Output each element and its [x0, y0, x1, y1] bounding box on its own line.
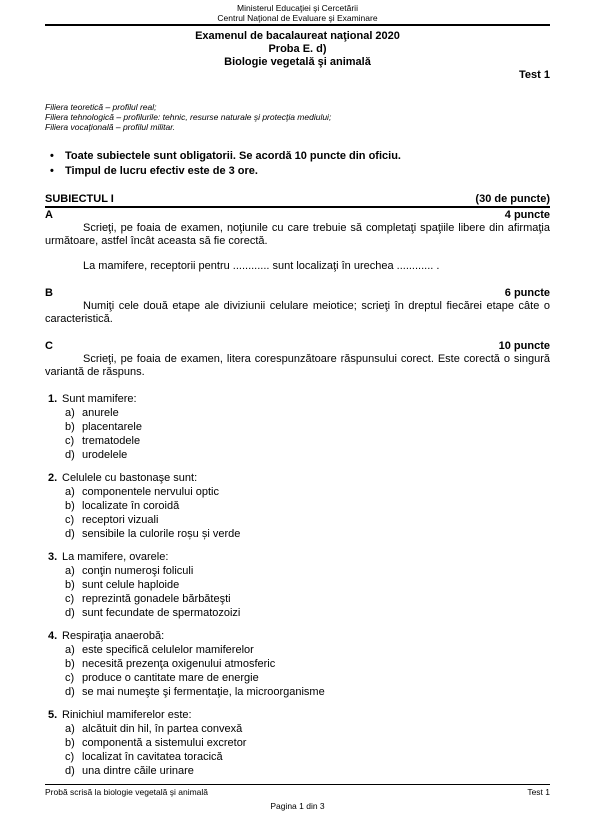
answer-option — [48, 764, 550, 778]
footer-test-label: Test 1 — [527, 787, 550, 797]
question-head — [48, 629, 550, 643]
option-letter: d) — [65, 528, 75, 540]
footer-row — [45, 786, 550, 798]
filiera-line-1: Filiera teoretică – profilul real; — [45, 102, 157, 112]
answer-option — [48, 564, 550, 578]
exam-proba: Proba E. d) — [268, 43, 327, 55]
answer-option — [48, 722, 550, 736]
option-text: sunt celule haploide — [82, 579, 180, 591]
option-letter: d) — [65, 607, 75, 619]
ministry-header — [45, 3, 550, 23]
question-number: 4. — [48, 630, 58, 642]
answer-option — [48, 448, 550, 462]
answer-option — [48, 671, 550, 685]
question-number: 1. — [48, 393, 58, 405]
question-text: Rinichiul mamiferelor este: — [62, 709, 192, 721]
answer-option — [48, 499, 550, 513]
option-text: localizat în cavitatea toracică — [82, 751, 223, 763]
option-text: sensibile la culorile roșu și verde — [82, 528, 241, 540]
bullet-icon: • — [50, 165, 54, 177]
question-1 — [45, 392, 550, 462]
option-letter: b) — [65, 658, 75, 670]
option-letter: a) — [65, 565, 75, 577]
question-text: Celulele cu bastonaşe sunt: — [62, 472, 198, 484]
instruction-item — [45, 164, 550, 179]
footer-exam-name: Probă scrisă la biologie vegetală şi animală — [45, 787, 209, 797]
option-text: placentarele — [82, 421, 142, 433]
option-text: produce o cantitate mare de energie — [82, 672, 259, 684]
filiera-block — [45, 102, 550, 132]
subject-points: (30 de puncte) — [475, 193, 550, 205]
part-a-label: A — [45, 209, 53, 221]
answer-option — [48, 527, 550, 541]
option-text: localizate în coroidă — [82, 500, 180, 512]
answer-option — [48, 685, 550, 699]
option-letter: a) — [65, 723, 75, 735]
instruction-text: Toate subiectele sunt obligatorii. Se acordă 10 puncte din oficiu. — [65, 150, 401, 162]
option-letter: c) — [65, 751, 75, 763]
option-letter: a) — [65, 486, 75, 498]
page-footer — [45, 784, 550, 812]
footer-page-number: Pagina 1 din 3 — [270, 801, 325, 811]
question-text: Respiraţia anaerobă: — [62, 630, 165, 642]
part-a-heading — [45, 208, 550, 222]
bullet-icon: • — [50, 150, 54, 162]
question-head — [48, 392, 550, 406]
question-text: La mamifere, ovarele: — [62, 551, 169, 563]
option-text: se mai numeşte şi fermentaţie, la microorganisme — [82, 686, 325, 698]
option-text: trematodele — [82, 435, 141, 447]
option-letter: b) — [65, 737, 75, 749]
answer-option — [48, 485, 550, 499]
option-text: componentele nervului optic — [82, 486, 219, 498]
part-c-heading — [45, 339, 550, 353]
answer-option — [48, 606, 550, 620]
part-c-points: 10 puncte — [498, 340, 550, 352]
question-text: Sunt mamifere: — [62, 393, 137, 405]
header-divider — [45, 24, 550, 26]
question-number: 5. — [48, 709, 58, 721]
answer-option — [48, 643, 550, 657]
option-text: necesită prezenţa oxigenului atmosferic — [82, 658, 276, 670]
part-a-text: Scrieţi, pe foaia de examen, noţiunile cu care trebuie să completaţi spaţiile libere din afirmaţia următoare, astfel încât aceasta să fie corectă. — [45, 222, 550, 247]
page-content — [45, 0, 550, 778]
option-letter: c) — [65, 672, 75, 684]
ministry-line-1: Ministerul Educaţiei şi Cercetării — [237, 3, 358, 13]
question-number: 2. — [48, 472, 58, 484]
part-a-points: 4 puncte — [504, 209, 550, 221]
filiera-line-3: Filiera vocaţională – profilul militar. — [45, 122, 176, 132]
question-4 — [45, 629, 550, 699]
option-letter: b) — [65, 421, 75, 433]
option-text: anurele — [82, 407, 119, 419]
option-text: reprezintă gonadele bărbăteşti — [82, 593, 231, 605]
answer-option — [48, 578, 550, 592]
option-letter: a) — [65, 407, 75, 419]
option-text: alcătuit din hil, în partea convexă — [82, 723, 243, 735]
question-3 — [45, 550, 550, 620]
option-text: componentă a sistemului excretor — [82, 737, 247, 749]
ministry-line-2: Centrul Naţional de Evaluare şi Examinare — [217, 13, 378, 23]
option-letter: d) — [65, 686, 75, 698]
part-c-label: C — [45, 340, 53, 352]
option-text: receptori vizuali — [82, 514, 159, 526]
part-a-statement: La mamifere, receptorii pentru ............ sunt localizaţi în urechea ............ . — [83, 260, 440, 272]
exam-subject: Biologie vegetală şi animală — [224, 56, 371, 68]
filiera-line-2: Filiera tehnologică – profilurile: tehnic, resurse naturale şi protecţia mediului; — [45, 112, 332, 122]
option-text: urodelele — [82, 449, 128, 461]
answer-option — [48, 406, 550, 420]
part-b-text: Numiţi cele două etape ale diviziunii celulare meiotice; scrieţi în dreptul fiecărei etape câte o caracteristică. — [45, 300, 550, 325]
option-text: este specifică celulelor mamiferelor — [82, 644, 254, 656]
part-b-points: 6 puncte — [504, 287, 550, 299]
footer-divider — [45, 784, 550, 785]
instructions-list — [45, 149, 550, 179]
answer-option — [48, 736, 550, 750]
part-b-label: B — [45, 287, 53, 299]
option-text: una dintre căile urinare — [82, 765, 194, 777]
answer-option — [48, 592, 550, 606]
test-label: Test 1 — [519, 69, 550, 81]
option-text: conţin numeroşi foliculi — [82, 565, 194, 577]
part-b-heading — [45, 286, 550, 300]
question-number: 3. — [48, 551, 58, 563]
answer-option — [48, 657, 550, 671]
question-2 — [45, 471, 550, 541]
option-letter: d) — [65, 449, 75, 461]
answer-option — [48, 420, 550, 434]
option-letter: c) — [65, 435, 75, 447]
answer-option — [48, 750, 550, 764]
question-head — [48, 708, 550, 722]
option-letter: c) — [65, 514, 75, 526]
question-head — [48, 471, 550, 485]
exam-title-block — [45, 30, 550, 69]
question-5 — [45, 708, 550, 778]
answer-option — [48, 513, 550, 527]
instruction-item — [45, 149, 550, 164]
option-text: sunt fecundate de spermatozoizi — [82, 607, 241, 619]
option-letter: a) — [65, 644, 75, 656]
subject-heading — [45, 192, 550, 208]
exam-title: Examenul de bacalaureat naţional 2020 — [195, 30, 400, 42]
part-c-text: Scrieţi, pe foaia de examen, litera corespunzătoare răspunsului corect. Este corectă o singură variantă de răspuns. — [45, 353, 550, 378]
instruction-text: Timpul de lucru efectiv este de 3 ore. — [65, 165, 258, 177]
option-letter: b) — [65, 579, 75, 591]
answer-option — [48, 434, 550, 448]
option-letter: b) — [65, 500, 75, 512]
question-head — [48, 550, 550, 564]
option-letter: c) — [65, 593, 75, 605]
subject-title: SUBIECTUL I — [45, 193, 114, 205]
option-letter: d) — [65, 765, 75, 777]
